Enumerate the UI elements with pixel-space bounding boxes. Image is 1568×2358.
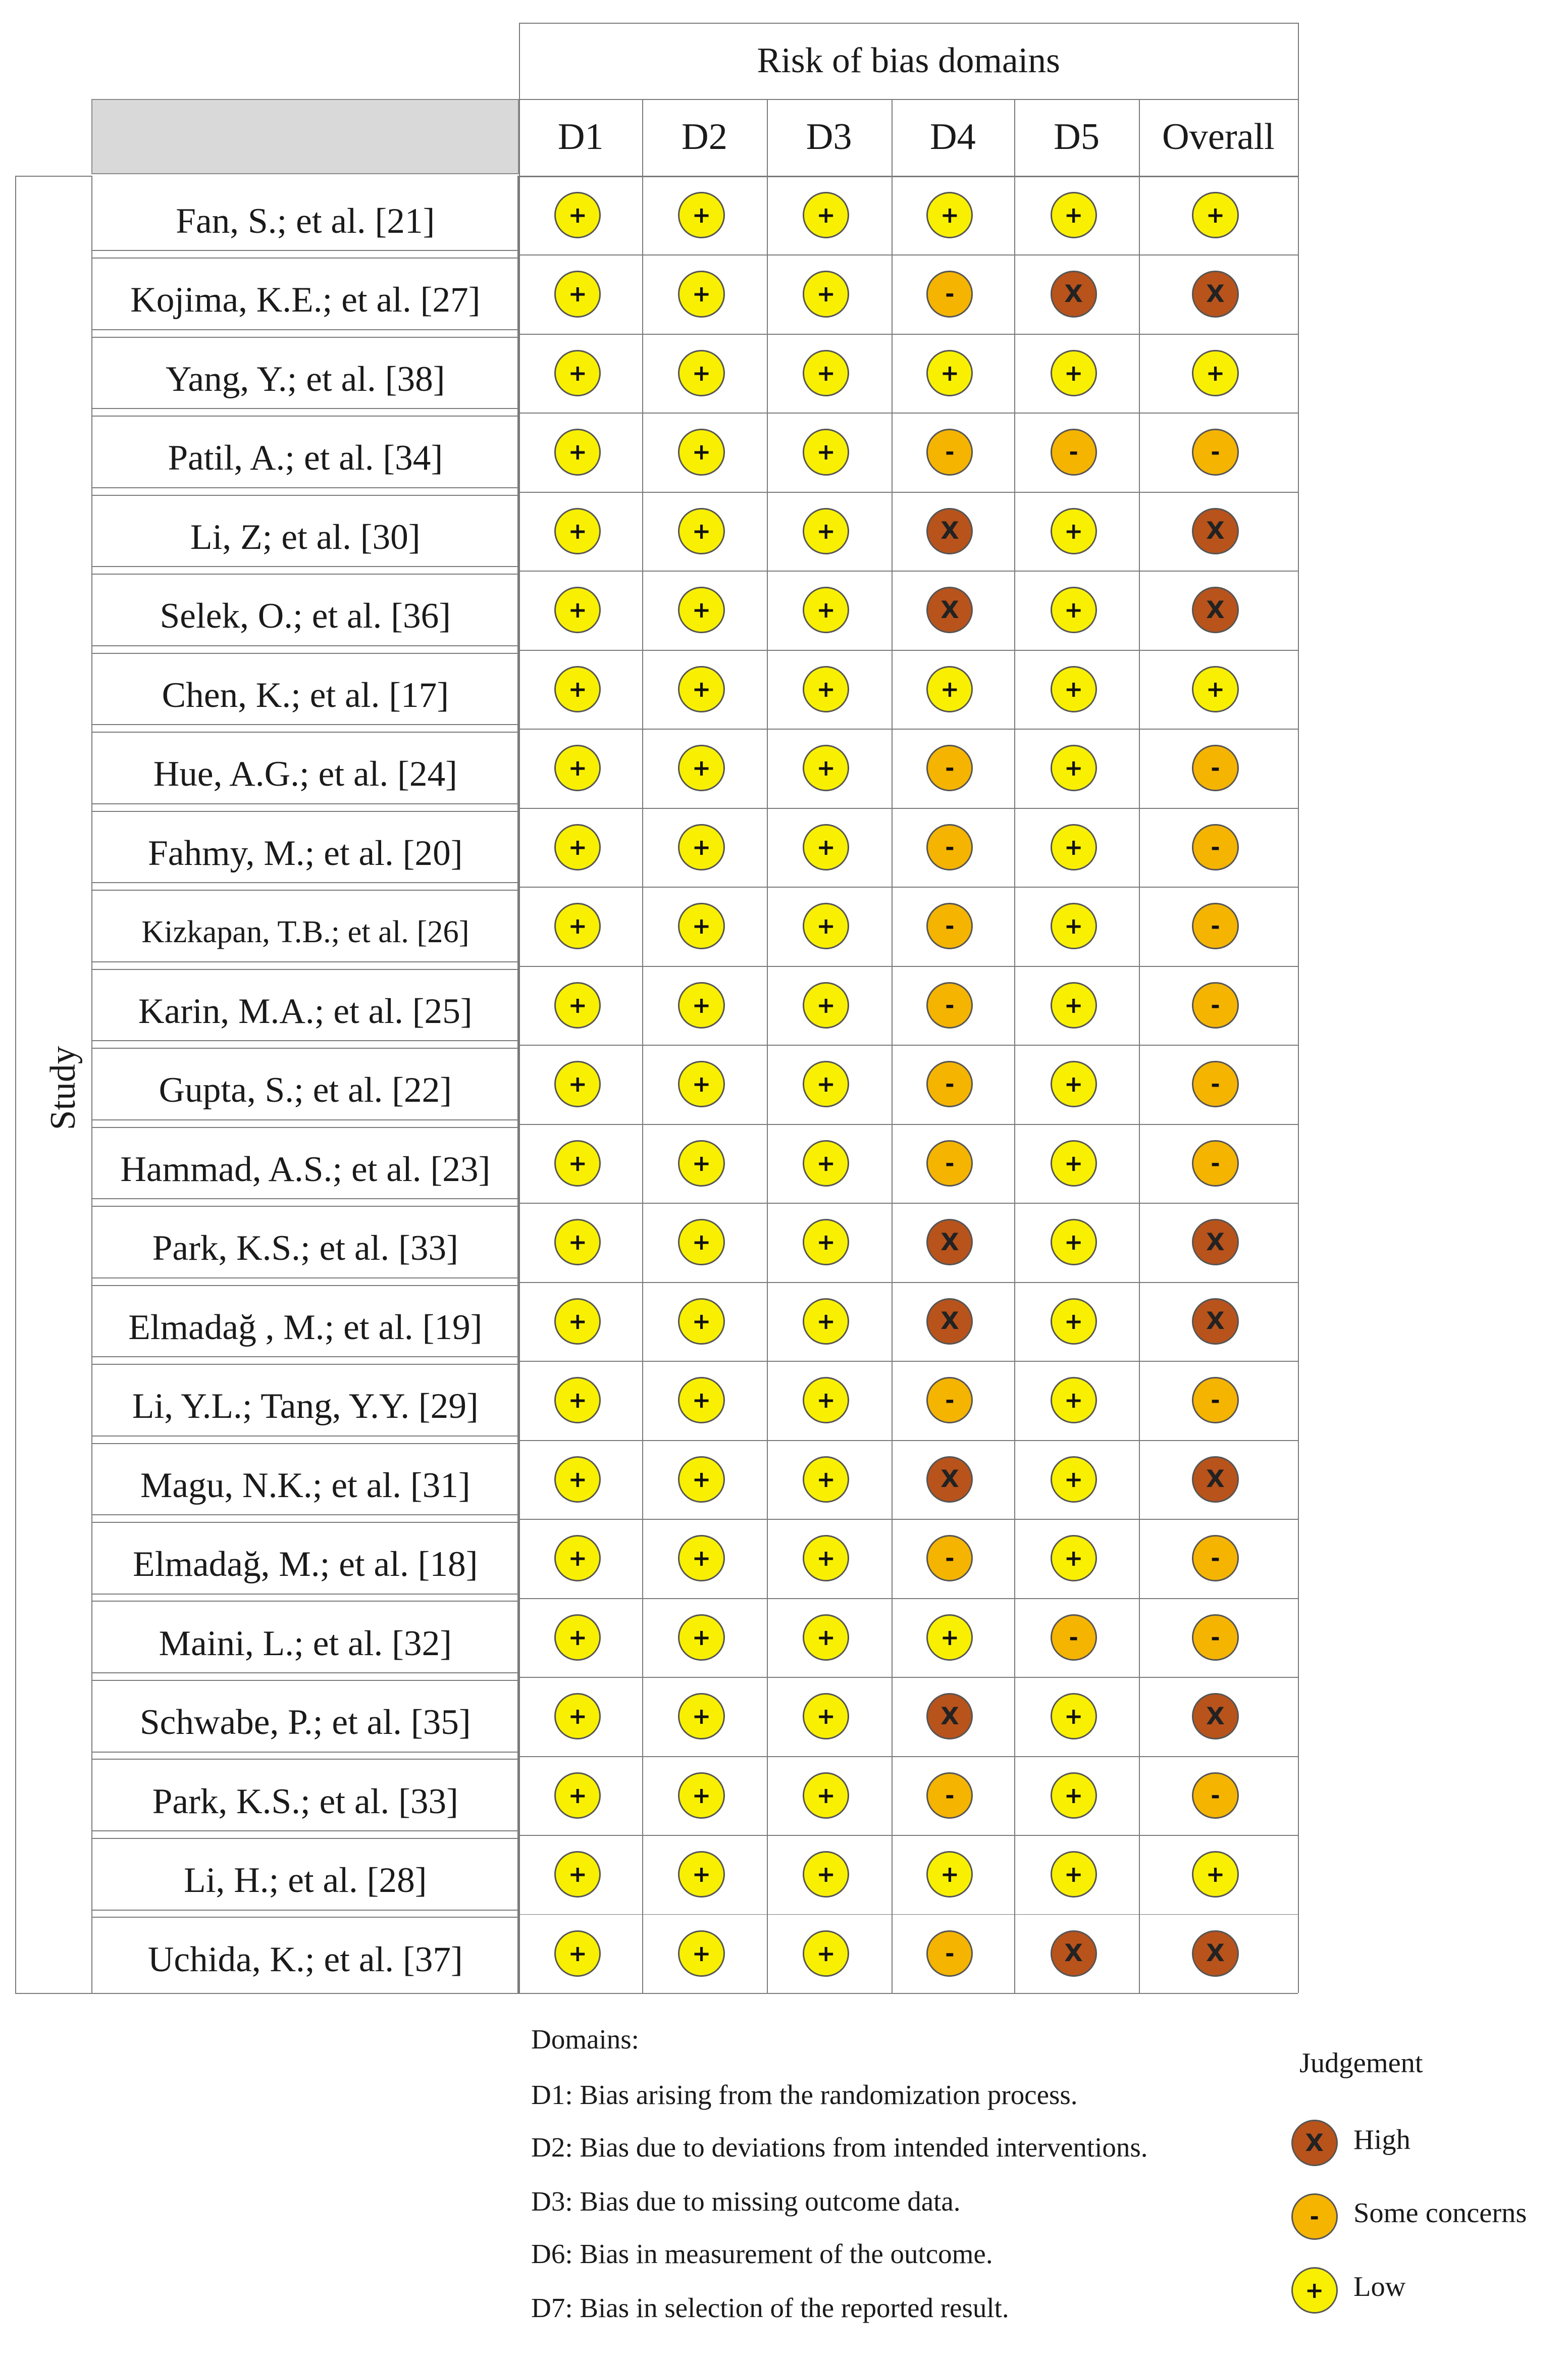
judgement-marker-low: +	[678, 1219, 724, 1265]
judgement-marker-low: +	[1051, 903, 1097, 949]
judgement-marker-low: +	[803, 350, 849, 396]
judgement-legend-heading: Judgement	[1299, 2047, 1423, 2079]
study-name: Uchida, K.; et al. [37]	[147, 1939, 463, 1979]
grid-line	[519, 1282, 1298, 1283]
judgement-marker-some: -	[1192, 903, 1238, 949]
judgement-marker-some: -	[926, 1535, 973, 1581]
judgement-marker-high: X	[1192, 1930, 1238, 1977]
judgement-marker-some: -	[926, 1140, 973, 1187]
judgement-marker-low: +	[803, 508, 849, 554]
study-name: Park, K.S.; et al. [33]	[152, 1781, 458, 1821]
judgement-marker-low: +	[678, 824, 724, 870]
judgement-marker-low: +	[1051, 824, 1097, 870]
study-name: Patil, A.; et al. [34]	[168, 438, 443, 478]
judgement-marker-low: +	[1051, 745, 1097, 791]
judgement-marker-low: +	[1051, 1140, 1097, 1187]
judgement-marker-some: -	[1192, 824, 1238, 870]
study-name: Fahmy, M.; et al. [20]	[148, 833, 463, 873]
judgement-marker-low: +	[678, 982, 724, 1029]
judgement-marker-some: -	[1192, 1377, 1238, 1423]
judgement-marker-low: +	[1051, 1298, 1097, 1345]
column-header-overall: Overall	[1162, 116, 1275, 158]
judgement-marker-low: +	[1051, 982, 1097, 1029]
judgement-marker-low: +	[678, 1377, 724, 1423]
judgement-marker-some: -	[1192, 745, 1238, 791]
judgement-legend-label: Some concerns	[1353, 2197, 1527, 2229]
judgement-marker-low: +	[1051, 1377, 1097, 1423]
study-name: Chen, K.; et al. [17]	[162, 675, 449, 715]
judgement-marker-high: X	[926, 508, 973, 554]
judgement-marker-low: +	[678, 192, 724, 238]
grid-line	[1298, 23, 1299, 1993]
judgement-marker-low: +	[803, 1851, 849, 1898]
judgement-marker-high: X	[1192, 587, 1238, 633]
judgement-marker-low: +	[554, 1614, 601, 1661]
judgement-marker-low: +	[803, 1140, 849, 1187]
judgement-marker-low: +	[554, 429, 601, 475]
header-corner-block	[91, 99, 519, 174]
judgement-marker-low: +	[1192, 666, 1238, 712]
judgement-marker-low: +	[1051, 508, 1097, 554]
judgement-marker-low: +	[678, 666, 724, 712]
study-name: Maini, L.; et al. [32]	[159, 1623, 452, 1663]
study-name: Karin, M.A.; et al. [25]	[138, 991, 473, 1031]
judgement-marker-low: +	[926, 1851, 973, 1898]
grid-line	[519, 1756, 1298, 1757]
judgement-marker-low: +	[678, 271, 724, 317]
judgement-marker-low: +	[554, 1693, 601, 1739]
judgement-marker-some: -	[926, 982, 973, 1029]
judgement-marker-low: +	[554, 508, 601, 554]
study-name: Magu, N.K.; et al. [31]	[140, 1465, 471, 1505]
judgement-marker-low: +	[678, 350, 724, 396]
judgement-marker-low: +	[1051, 666, 1097, 712]
judgement-marker-low: +	[803, 1298, 849, 1345]
judgement-marker-high: X	[1192, 1298, 1238, 1345]
grid-line	[767, 99, 768, 1993]
judgement-marker-low: +	[554, 1298, 601, 1345]
judgement-marker-low: +	[803, 271, 849, 317]
grid-line	[519, 808, 1298, 809]
judgement-marker-low: +	[803, 1061, 849, 1107]
judgement-marker-some: -	[1192, 1614, 1238, 1661]
judgement-marker-low: +	[803, 666, 849, 712]
judgement-marker-some: -	[1192, 1772, 1238, 1819]
grid-line	[519, 650, 1298, 651]
judgement-marker-low: +	[1051, 1851, 1097, 1898]
judgement-marker-high: X	[926, 1456, 973, 1503]
judgement-marker-low: +	[554, 903, 601, 949]
judgement-marker-high: X	[1051, 271, 1097, 317]
judgement-marker-low: +	[1051, 1061, 1097, 1107]
grid-line	[15, 176, 16, 1993]
judgement-marker-low: +	[678, 903, 724, 949]
study-name: Selek, O.; et al. [36]	[160, 596, 451, 636]
judgement-marker-high: X	[1192, 508, 1238, 554]
study-name: Hue, A.G.; et al. [24]	[153, 754, 457, 794]
column-header-d1: D1	[557, 116, 604, 158]
judgement-marker-some: -	[926, 1061, 973, 1107]
judgement-marker-low: +	[803, 1930, 849, 1977]
judgement-marker-low: +	[926, 1614, 973, 1661]
grid-line	[15, 176, 92, 177]
judgement-marker-low: +	[678, 1851, 724, 1898]
judgement-marker-low: +	[1051, 1772, 1097, 1819]
judgement-marker-low: +	[554, 1061, 601, 1107]
judgement-marker-high: X	[1192, 1693, 1238, 1739]
grid-line	[1139, 99, 1140, 1993]
grid-line	[519, 1598, 1298, 1599]
grid-line	[519, 1835, 1298, 1836]
judgement-legend-label: Low	[1353, 2271, 1406, 2302]
grid-line	[892, 99, 893, 1993]
judgement-marker-low: +	[1192, 1851, 1238, 1898]
grid-line	[519, 334, 1298, 335]
judgement-marker-some: -	[1051, 1614, 1097, 1661]
judgement-marker-low: +	[554, 350, 601, 396]
judgement-marker-low: +	[803, 1535, 849, 1581]
judgement-marker-low: +	[554, 1930, 601, 1977]
grid-line	[519, 492, 1298, 493]
judgement-marker-some: -	[926, 745, 973, 791]
high-risk-marker-icon: X	[1291, 2120, 1338, 2166]
judgement-marker-high: X	[1051, 1930, 1097, 1977]
grid-line	[519, 1677, 1298, 1678]
judgement-marker-low: +	[1051, 1219, 1097, 1265]
judgement-marker-low: +	[678, 1693, 724, 1739]
low-risk-marker-icon: +	[1291, 2267, 1338, 2314]
grid-line	[519, 1203, 1298, 1204]
judgement-marker-low: +	[1051, 1456, 1097, 1503]
grid-line	[519, 1914, 1298, 1915]
judgement-marker-low: +	[1051, 192, 1097, 238]
judgement-marker-low: +	[554, 587, 601, 633]
judgement-marker-high: X	[1192, 1219, 1238, 1265]
some-concerns-marker-icon: -	[1291, 2193, 1338, 2240]
judgement-marker-some: -	[926, 903, 973, 949]
grid-line	[519, 571, 1298, 572]
judgement-marker-high: X	[926, 1693, 973, 1739]
judgement-marker-high: X	[926, 587, 973, 633]
judgement-marker-some: -	[1192, 1140, 1238, 1187]
grid-line	[519, 1124, 1298, 1125]
study-axis-label: Study	[42, 1046, 83, 1131]
column-header-d5: D5	[1054, 116, 1100, 158]
judgement-marker-low: +	[803, 1614, 849, 1661]
judgement-marker-low: +	[678, 587, 724, 633]
judgement-marker-low: +	[678, 1456, 724, 1503]
judgement-marker-low: +	[803, 1219, 849, 1265]
grid-line	[519, 1440, 1298, 1441]
judgement-marker-high: X	[1192, 1456, 1238, 1503]
study-name: Yang, Y.; et al. [38]	[166, 358, 445, 399]
grid-line	[519, 23, 1298, 24]
judgement-marker-low: +	[1051, 587, 1097, 633]
judgement-marker-some: -	[1192, 429, 1238, 475]
header-title: Risk of bias domains	[757, 40, 1060, 81]
grid-line	[519, 887, 1298, 888]
judgement-marker-low: +	[926, 192, 973, 238]
study-name: Li, Z; et al. [30]	[190, 517, 421, 557]
grid-line	[519, 1993, 1298, 1994]
study-name: Schwabe, P.; et al. [35]	[139, 1702, 471, 1742]
judgement-marker-some: -	[926, 1772, 973, 1819]
judgement-marker-low: +	[678, 1614, 724, 1661]
judgement-marker-low: +	[1051, 1535, 1097, 1581]
judgement-marker-some: -	[1192, 982, 1238, 1029]
grid-line	[519, 966, 1298, 967]
study-name: Kizkapan, T.B.; et al. [26]	[141, 914, 469, 950]
grid-line	[642, 99, 643, 1993]
judgement-marker-low: +	[554, 1219, 601, 1265]
judgement-marker-low: +	[926, 350, 973, 396]
judgement-marker-some: -	[926, 824, 973, 870]
grid-line	[519, 176, 1298, 177]
grid-line	[519, 1045, 1298, 1046]
judgement-marker-low: +	[803, 1772, 849, 1819]
judgement-marker-low: +	[678, 1772, 724, 1819]
domains-legend-item: D1: Bias arising from the randomization process.	[531, 2079, 1078, 2110]
judgement-marker-low: +	[678, 1140, 724, 1187]
study-name: Li, H.; et al. [28]	[184, 1860, 427, 1901]
grid-line	[1014, 99, 1015, 1993]
judgement-marker-some: -	[926, 271, 973, 317]
judgement-marker-low: +	[554, 982, 601, 1029]
judgement-marker-low: +	[803, 429, 849, 475]
judgement-marker-low: +	[678, 1298, 724, 1345]
judgement-marker-low: +	[554, 824, 601, 870]
judgement-marker-low: +	[803, 824, 849, 870]
grid-line	[519, 413, 1298, 414]
judgement-marker-some: -	[1051, 429, 1097, 475]
study-name: Elmadağ, M.; et al. [18]	[133, 1544, 478, 1584]
judgement-marker-low: +	[678, 745, 724, 791]
judgement-legend-label: High	[1353, 2124, 1410, 2156]
judgement-marker-low: +	[803, 903, 849, 949]
domains-legend-item: D6: Bias in measurement of the outcome.	[531, 2238, 993, 2269]
grid-line	[519, 1361, 1298, 1362]
judgement-marker-low: +	[554, 1851, 601, 1898]
grid-line	[519, 23, 520, 1993]
judgement-marker-low: +	[803, 745, 849, 791]
judgement-marker-low: +	[678, 429, 724, 475]
judgement-marker-low: +	[803, 1377, 849, 1423]
domains-legend-heading: Domains:	[531, 2023, 639, 2055]
judgement-marker-low: +	[554, 1377, 601, 1423]
judgement-marker-low: +	[1192, 350, 1238, 396]
judgement-marker-some: -	[926, 1377, 973, 1423]
judgement-marker-low: +	[678, 508, 724, 554]
domains-legend-item: D3: Bias due to missing outcome data.	[531, 2185, 961, 2217]
judgement-marker-low: +	[678, 1930, 724, 1977]
study-name: Hammad, A.S.; et al. [23]	[120, 1149, 491, 1189]
judgement-marker-low: +	[803, 587, 849, 633]
domains-legend-item: D7: Bias in selection of the reported result.	[531, 2292, 1009, 2323]
judgement-marker-high: X	[926, 1298, 973, 1345]
study-name: Park, K.S.; et al. [33]	[152, 1228, 458, 1268]
judgement-marker-high: X	[1192, 271, 1238, 317]
judgement-marker-low: +	[554, 666, 601, 712]
judgement-marker-low: +	[803, 192, 849, 238]
judgement-marker-low: +	[554, 1772, 601, 1819]
domains-legend-item: D2: Bias due to deviations from intended interventions.	[531, 2131, 1148, 2163]
column-header-d4: D4	[929, 116, 976, 158]
judgement-marker-low: +	[926, 666, 973, 712]
judgement-marker-some: -	[926, 1930, 973, 1977]
study-name: Li, Y.L.; Tang, Y.Y. [29]	[132, 1386, 479, 1426]
judgement-marker-low: +	[554, 271, 601, 317]
study-name: Gupta, S.; et al. [22]	[159, 1070, 452, 1110]
judgement-marker-low: +	[803, 1693, 849, 1739]
judgement-marker-low: +	[678, 1535, 724, 1581]
judgement-marker-some: -	[1192, 1061, 1238, 1107]
judgement-marker-low: +	[803, 1456, 849, 1503]
judgement-marker-low: +	[1051, 1693, 1097, 1739]
study-name: Kojima, K.E.; et al. [27]	[130, 280, 481, 320]
judgement-marker-low: +	[554, 1456, 601, 1503]
judgement-marker-some: -	[1192, 1535, 1238, 1581]
grid-line	[519, 1519, 1298, 1520]
column-header-d3: D3	[806, 116, 852, 158]
study-name: Fan, S.; et al. [21]	[176, 200, 435, 241]
column-header-d2: D2	[682, 116, 727, 158]
judgement-marker-low: +	[1051, 350, 1097, 396]
judgement-marker-low: +	[803, 982, 849, 1029]
judgement-marker-low: +	[554, 1140, 601, 1187]
judgement-marker-low: +	[554, 745, 601, 791]
judgement-marker-some: -	[926, 429, 973, 475]
judgement-marker-low: +	[554, 1535, 601, 1581]
grid-line	[519, 729, 1298, 730]
judgement-marker-low: +	[554, 192, 601, 238]
study-name: Elmadağ , M.; et al. [19]	[128, 1307, 483, 1347]
judgement-marker-low: +	[678, 1061, 724, 1107]
grid-line	[519, 254, 1298, 255]
judgement-marker-low: +	[1192, 192, 1238, 238]
judgement-marker-high: X	[926, 1219, 973, 1265]
